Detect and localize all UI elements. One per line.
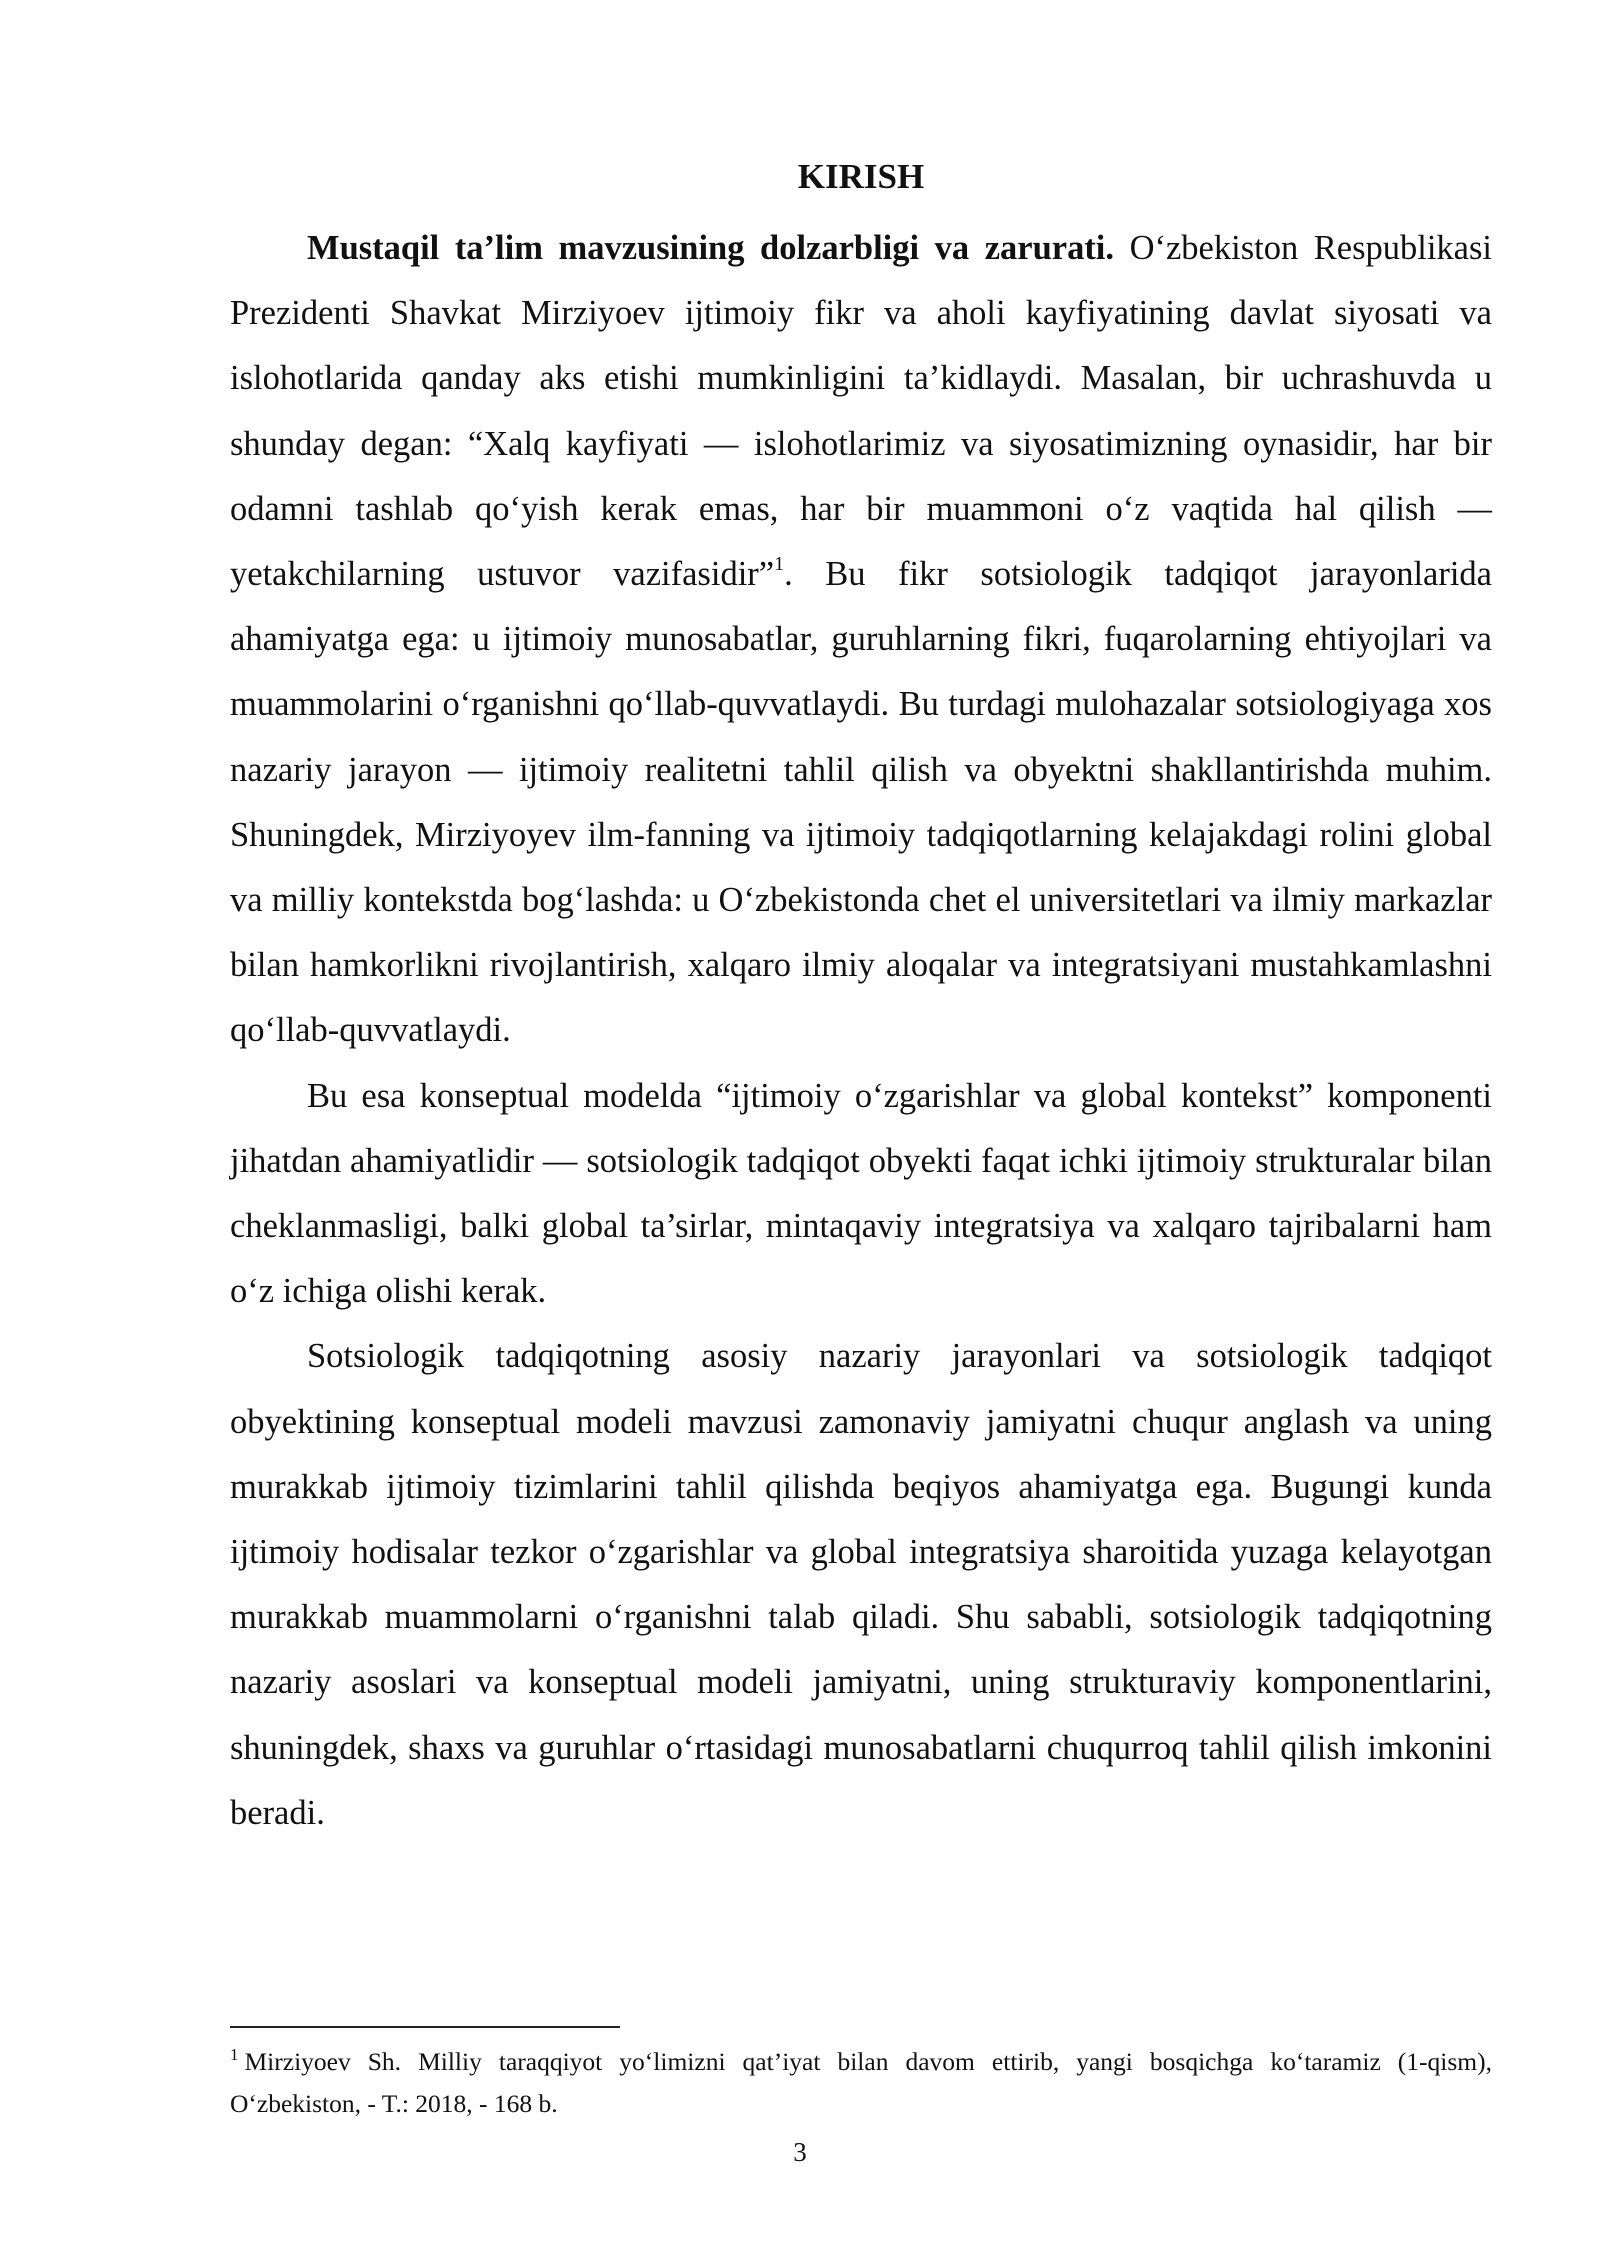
- paragraph-2: Bu esa konseptual modelda “ijtimoiy o‘zgarishlar va global kontekst” komponenti jihatdan ahamiyatlidir — sotsiologik tadqiqot obyekti faqat ichki ijtimoiy strukturalar bilan cheklanmasligi, balki global ta’sirlar, mintaqaviy integratsiya va xalqaro tajribalarni ham o‘z ichiga olishi kerak.: [230, 1076, 1492, 1311]
- paragraph-1-text-part-2: . Bu fikr sotsiologik tadqiqot jarayonlarida ahamiyatga ega: u ijtimoiy munosabatlar, guruhlarning fikri, fuqarolarning ehtiyojlari va muammolarini o‘rganishni qo‘llab-quvvatlaydi. Bu turdagi mulohazalar sotsiologiyaga xos nazariy jarayon — ijtimoiy realitetni tahlil qilish va obyektni shakllantirishda muhim. Shuningdek, Mirziyoyev ilm-fanning va ijtimoiy tadqiqotlarning kelajakdagi rolini global va milliy kontekstda bog‘lashda: u O‘zbekistonda chet el universitetlari va ilmiy markazlar bilan hamkorlikni rivojlantirish, xalqaro ilmiy aloqalar va integratsiyani mustahkamlashni qo‘llab-quvvatlaydi.: [230, 555, 1492, 1050]
- footnote-mark: 1: [230, 2045, 239, 2064]
- paragraph-lead: Mustaqil ta’lim mavzusining dolzarbligi va zarurati.: [307, 229, 1115, 267]
- paragraph-1: [230, 216, 1492, 1064]
- paragraph-3: Sotsiologik tadqiqotning asosiy nazariy jarayonlari va sotsiologik tadqiqot obyektining konseptual modeli mavzusi zamonaviy jamiyatni chuqur anglash va uning murakkab ijtimoiy tizimlarini tahlil qilishda beqiyos ahamiyatga ega. Bugungi kunda ijtimoiy hodisalar tezkor o‘zgarishlar va global integratsiya sharoitida yuzaga kelayotgan murakkab muammolarni o‘rganishni talab qiladi. Shu sababli, sotsiologik tadqiqotning nazariy asoslari va konseptual modeli jamiyatni, uning strukturaviy komponentlarini, shuningdek, shaxs va guruhlar o‘rtasidagi munosabatlarni chuqurroq tahlil qilish imkonini beradi.: [230, 1337, 1492, 1832]
- footnote-text: Mirziyoev Sh. Milliy taraqqiyot yo‘limizni qat’iyat bilan davom ettirib, yangi bosqichga ko‘taramiz (1-qism), O‘zbekiston, - T.: 2018, - 168 b.: [230, 2047, 1492, 2118]
- footnote-separator: [230, 2026, 620, 2028]
- paragraph-1-text-part-1: O‘zbekiston Respublikasi Prezidenti Shavkat Mirziyoev ijtimoiy fikr va aholi kayfiyatining davlat siyosati va islohotlarida qanday aks etishi mumkinligini ta’kidlaydi. Masalan, bir uchrashuvda u shunday degan: “Xalq kayfiyati — islohotlarimiz va siyosatimizning oynasidir, har bir odamni tashlab qo‘yish kerak emas, har bir muammoni o‘z vaqtida hal qilish — yetakchilarning ustuvor vazifasidir”: [230, 229, 1492, 594]
- page-number: 3: [793, 2137, 807, 2167]
- footnote: [230, 2042, 1492, 2123]
- footnote-reference[interactable]: 1: [774, 552, 785, 575]
- main-content: [230, 150, 1492, 1846]
- page-heading: KIRISH: [797, 157, 925, 196]
